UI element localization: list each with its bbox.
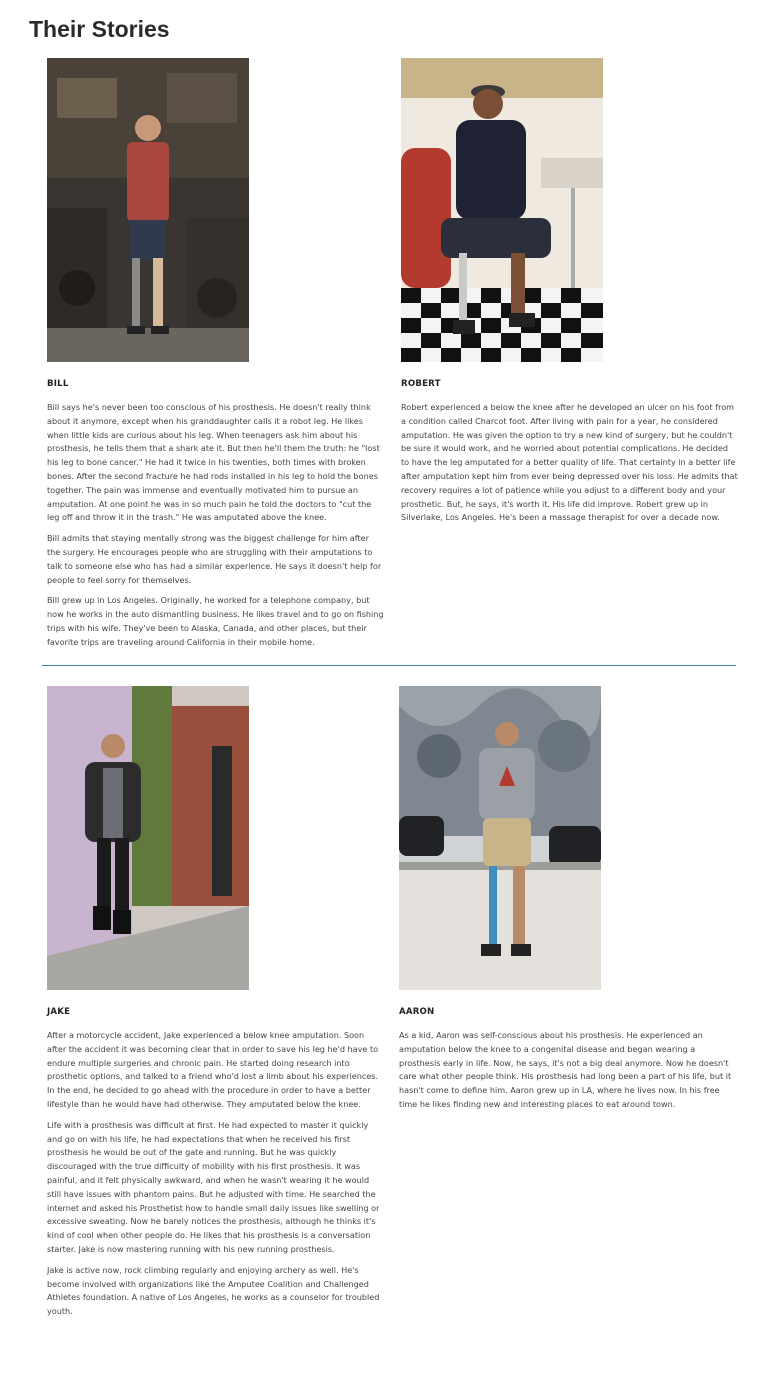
story-paragraph: As a kid, Aaron was self-conscious about his prosthesis. He experienced an amputation below the knee to a congenital disease and began wearing a prosthesis early in life. Now, he says, it's not a big deal anymore. Now he doesn't care what other people think. His prosthesis had long been a part of his life, but it hasn't come to define him. Aaron grew up in LA, where he lives now. In his free time he likes finding new and interesting places to eat around town. (399, 1030, 732, 1109)
story-paragraph: Life with a prosthesis was difficult at first. He had expected to master it quickly and go on with his life, he had expectations that when he received his first prosthesis he would be out of the gate and running. But he was quickly discouraged with the true difficulty of mobility with his first prosthesis. It was painful, and it felt physically awkward, and when he wasn't wearing it he would still have issues with phantom pains. But he adjusted with time. He searched the internet and asked his Prosthetist how to handle small daily issues like swelling or excessive sweating. Now he barely notices the prosthesis, although he thinks it's kind of cool when other people do. He likes that his prosthesis is a conversation starter. Jake is now mastering running with his new running prosthesis. (47, 1119, 380, 1254)
story-robert (401, 58, 738, 532)
story-name: AARON (399, 1007, 435, 1017)
portrait-photo (401, 58, 603, 362)
section-divider (42, 665, 736, 666)
story-paragraph: After a motorcycle accident, Jake experienced a below knee amputation. Soon after the accident it was becoming clear that in order to save his leg he'd have to endure multiple surgeries and chronic pain. He started doing research into prosthetic options, and talked to a friend who'd lost a limb about his experiences. In the end, he decided to go ahead with the procedure in order to have a better lifestyle than he would have had otherwise. They amputated below the knee. (47, 1030, 379, 1109)
portrait-photo (399, 686, 601, 990)
portrait-photo (47, 686, 249, 990)
story-name: ROBERT (401, 379, 441, 389)
story-jake (47, 686, 384, 1326)
story-paragraph: Robert experienced a below the knee after he developed an ulcer on his foot from a condition called Charcot foot. After living with pain for a year, he considered amputation. He was given the option to try a new kind of surgery, but he couldn't be sure it would work, and he worried about potential complications. He decided to have the leg amputated for a better quality of life. That certainty in a better life after amputation kept him from ever being depressed over his loss. He admits that recovery requires a lot of patience while you adjust to a different body and your prosthetic. But, he says, it's worth it. His life did improve. Robert grew up in Silverlake, Los Angeles. He's been a massage therapist for over a decade now. (401, 402, 738, 523)
story-paragraph: Bill grew up in Los Angeles. Originally, he worked for a telephone company, but now he works in the auto dismantling business. He likes travel and to go on fishing trips with his wife. They've been to Alaska, Canada, and other places, but their favorite trips are traveling around California in their mobile home. (47, 595, 384, 647)
story-name: JAKE (47, 1007, 71, 1017)
portrait-photo-aaron (399, 686, 601, 990)
story-paragraph: Bill says he's never been too conscious of his prosthesis. He doesn't really think about it anymore, except when his granddaughter calls it a robot leg. He likes when little kids are curious about his leg. When teenagers ask him about his prosthesis, he tells them that a shark ate it. But then he'll them the truth: he "lost his leg to bone cancer." He had it twice in his twenties, both times with broken bones. After the second fracture he had rods installed in his leg to hold the bones together. The pain was immense and eventually motivated him to pursue an amputation. At one point he was in so much pain he told the doctors to "cut the leg off and throw it in the trash." He was amputated above the knee. (47, 402, 380, 523)
portrait-photo (47, 58, 249, 362)
story-bill (47, 58, 384, 657)
story-name: BILL (47, 379, 69, 389)
story-paragraph: Jake is active now, rock climbing regularly and enjoying archery as well. He's become involved with organizations like the Amputee Coalition and Challenged Athletes foundation. A native of Los Angeles, he works as a counselor for troubled youth. (47, 1264, 380, 1317)
story-aaron (399, 686, 736, 1119)
story-paragraph: Bill admits that staying mentally strong was the biggest challenge for him after the surgery. He encourages people who are struggling with their amputations to talk to someone else who has had a similar experience. He says it doesn't help for people to feel sorry for themselves. (47, 533, 382, 585)
page-title: Their Stories (29, 16, 170, 42)
portrait-photo-bill (47, 58, 249, 362)
portrait-photo-jake (47, 686, 249, 990)
portrait-photo-robert (401, 58, 603, 362)
